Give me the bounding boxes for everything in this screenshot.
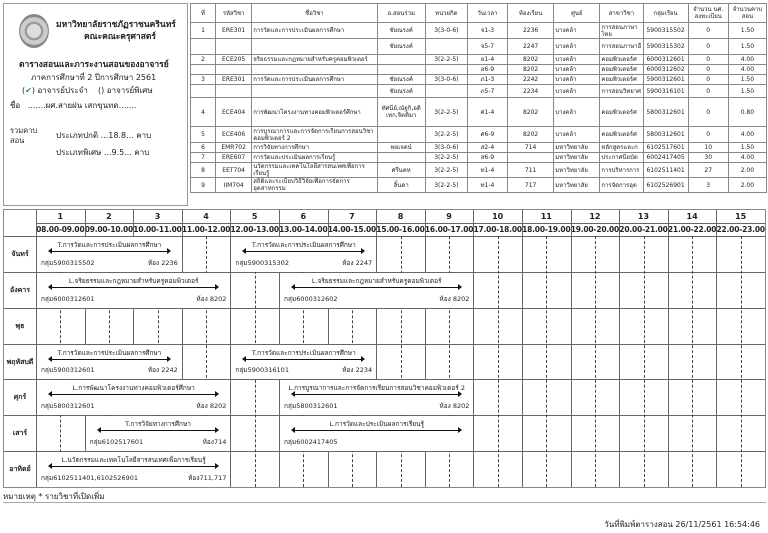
day-label: พุธ bbox=[15, 321, 25, 330]
time-span-arrow bbox=[51, 287, 216, 288]
course-row bbox=[191, 153, 767, 163]
class-room: ห้อง 2242 bbox=[147, 366, 178, 375]
course-credit bbox=[425, 39, 467, 55]
course-periods: 2.00 bbox=[728, 178, 766, 193]
course-code: EET704 bbox=[216, 163, 252, 178]
class-block bbox=[280, 416, 473, 451]
period-number: 14 bbox=[686, 212, 698, 221]
half-hour-line bbox=[546, 236, 547, 487]
course-no bbox=[191, 65, 216, 75]
course-group: 6000312602 bbox=[643, 65, 688, 75]
column-header: จำนวน นศ. ลงทะเบียน bbox=[688, 4, 728, 23]
course-periods: 1.50 bbox=[728, 85, 766, 98]
teacher-type: (✔) อาจารย์ประจำ () อาจารย์พิเศษ bbox=[22, 86, 153, 95]
column-header: กลุ่มเรียน bbox=[643, 4, 688, 23]
day-label: เสาร์ bbox=[12, 429, 28, 438]
course-group: 5900315302 bbox=[643, 39, 688, 55]
class-room: ห้อง 8202 bbox=[439, 294, 470, 303]
course-co: พอเจตน์ bbox=[377, 143, 425, 153]
document-title: ตารางสอนและภาระงานสอนของอาจารย์ bbox=[19, 60, 169, 70]
course-credit: 3(2-2-5) bbox=[425, 153, 467, 163]
special-load: ประเภทพิเศษ ...9.5... คาบ bbox=[56, 148, 150, 157]
time-span-arrow bbox=[294, 394, 459, 395]
column-header: จำนวนคาบสอน bbox=[728, 4, 766, 23]
course-code bbox=[216, 85, 252, 98]
course-no: 7 bbox=[191, 153, 216, 163]
day-label: พฤหัสบดี bbox=[6, 357, 34, 366]
course-major: คอมพิวเตอร์ศ bbox=[600, 75, 643, 85]
course-room: 2242 bbox=[508, 75, 554, 85]
period-time: 22.00-23.00 bbox=[716, 225, 765, 234]
course-no: 9 bbox=[191, 178, 216, 193]
course-major: คอมพิวเตอร์ศ bbox=[600, 55, 643, 65]
course-group: 6102526901 bbox=[643, 178, 688, 193]
divider bbox=[3, 502, 766, 503]
course-code: ERE301 bbox=[216, 75, 252, 85]
class-block bbox=[37, 237, 182, 272]
class-block bbox=[231, 237, 376, 272]
course-periods: 0.80 bbox=[728, 98, 766, 127]
course-major: ประกาศนียบัต bbox=[600, 153, 643, 163]
class-group: กลุ่ม6002417405 bbox=[284, 438, 338, 447]
course-center: มหาวิทยาลัย bbox=[554, 153, 600, 163]
course-major: หลักสูตรและก bbox=[600, 143, 643, 153]
course-center: มหาวิทยาลัย bbox=[554, 143, 600, 153]
class-room: ห้อง714 bbox=[202, 438, 227, 447]
grid-line bbox=[473, 210, 474, 487]
course-room bbox=[508, 153, 554, 163]
course-credit: 3(3-0-6) bbox=[425, 23, 467, 39]
period-number: 4 bbox=[203, 212, 209, 221]
period-time: 13.00-14.00 bbox=[279, 225, 328, 234]
course-name: การวิจัยทางการศึกษา bbox=[252, 143, 377, 153]
course-major: การสอนภาษาไทย bbox=[600, 23, 643, 39]
class-title: L.การบูรณาการและการจัดการเรียนการสอนวิชาคอมพิวเตอร์ 2 bbox=[288, 384, 465, 393]
period-time: 15.00-16.00 bbox=[376, 225, 425, 234]
course-code: ECE404 bbox=[216, 98, 252, 127]
type-special-label: () อาจารย์พิเศษ bbox=[97, 86, 153, 95]
column-header: ชื่อวิชา bbox=[252, 4, 377, 23]
course-periods: 1.50 bbox=[728, 75, 766, 85]
course-students: 27 bbox=[688, 163, 728, 178]
time-span-arrow bbox=[51, 251, 168, 252]
half-hour-line bbox=[595, 236, 596, 487]
class-room: ห้อง 2247 bbox=[342, 258, 373, 267]
class-title: T.การวัดและการประเมินผลการศึกษา bbox=[251, 241, 356, 249]
period-time: 20.00-21.00 bbox=[619, 225, 668, 234]
day-label: อาทิตย์ bbox=[9, 465, 31, 474]
course-major: การสอนวิทยาศ bbox=[600, 85, 643, 98]
grid-line bbox=[36, 223, 765, 224]
course-row bbox=[191, 55, 767, 65]
class-title: L.จริยธรรมและกฎหมายสำหรับครูคอมพิวเตอร์ bbox=[311, 276, 442, 285]
class-room: ห้อง 8202 bbox=[439, 402, 470, 411]
course-time: ศ6-9 bbox=[467, 127, 507, 143]
course-no: 8 bbox=[191, 163, 216, 178]
teacher-name-row bbox=[10, 99, 136, 112]
course-no: 4 bbox=[191, 98, 216, 127]
check-icon: ✔ bbox=[25, 86, 32, 95]
column-header: ที่ bbox=[191, 4, 216, 23]
class-group: กลุ่ม5800312601 bbox=[284, 402, 338, 411]
class-block bbox=[37, 452, 230, 487]
class-group: กลุ่ม5800312601 bbox=[41, 402, 95, 411]
course-center: บางคล้า bbox=[554, 23, 600, 39]
course-co: ชัยณรงค์ bbox=[377, 23, 425, 39]
course-students: 0 bbox=[688, 75, 728, 85]
class-title: T.การวัดและการประเมินผลการศึกษา bbox=[251, 348, 356, 357]
course-co bbox=[377, 65, 425, 75]
course-row bbox=[191, 23, 767, 39]
column-header: ศูนย์ bbox=[554, 4, 600, 23]
column-header: วันเวลา bbox=[467, 4, 507, 23]
period-number: 15 bbox=[735, 212, 747, 221]
course-row bbox=[191, 85, 767, 98]
class-block bbox=[37, 273, 230, 308]
course-code: IIM704 bbox=[216, 178, 252, 193]
course-credit: 3(3-0-6) bbox=[425, 75, 467, 85]
period-number: 12 bbox=[589, 212, 601, 221]
course-name: การวัดและประเมินผลการเรียนรู้ bbox=[252, 153, 377, 163]
course-name: จริยธรรมและกฎหมายสำหรับครูคอมพิวเตอร์ bbox=[252, 55, 377, 65]
grid-line bbox=[522, 210, 523, 487]
course-periods: 4.00 bbox=[728, 65, 766, 75]
sum-label: รวมคาบสอน bbox=[10, 126, 38, 145]
grid-line bbox=[668, 210, 669, 487]
course-time: ส6-9 bbox=[467, 153, 507, 163]
period-number: 1 bbox=[57, 212, 64, 221]
course-co bbox=[377, 153, 425, 163]
class-group: กลุ่ม5900312601 bbox=[41, 366, 95, 375]
course-table bbox=[190, 3, 767, 193]
course-center: บางคล้า bbox=[554, 127, 600, 143]
course-credit: 3(3-0-6) bbox=[425, 143, 467, 153]
course-name: การวัดและการประเมินผลการศึกษา bbox=[252, 23, 377, 39]
half-hour-line bbox=[498, 236, 499, 487]
day-label: อังคาร bbox=[10, 285, 30, 294]
class-block bbox=[86, 416, 231, 451]
course-students: 3 bbox=[688, 178, 728, 193]
course-periods: 4.00 bbox=[728, 127, 766, 143]
class-title: L.จริยธรรมและกฎหมายสำหรับครูคอมพิวเตอร์ bbox=[68, 276, 199, 285]
class-room: ห้อง 2234 bbox=[342, 366, 373, 375]
footnote: หมายเหตุ * รายวิชาที่เปิดเพิ่ม bbox=[3, 492, 105, 501]
period-number: 5 bbox=[251, 212, 258, 221]
course-room: 8202 bbox=[508, 98, 554, 127]
course-periods: 2.00 bbox=[728, 163, 766, 178]
course-room: 714 bbox=[508, 143, 554, 153]
course-major: คอมพิวเตอร์ศ bbox=[600, 127, 643, 143]
course-row bbox=[191, 178, 767, 193]
course-group: 5900312601 bbox=[643, 75, 688, 85]
class-block bbox=[280, 380, 473, 415]
course-credit: 3(2-2-5) bbox=[425, 178, 467, 193]
course-room: 2247 bbox=[508, 39, 554, 55]
course-name: การวัดและการประเมินผลการศึกษา bbox=[252, 75, 377, 85]
class-group: กลุ่ม6000312602 bbox=[284, 294, 338, 303]
faculty-name: คณะคณะครุศาสตร์ bbox=[84, 32, 156, 42]
course-row bbox=[191, 75, 767, 85]
course-no: 2 bbox=[191, 55, 216, 65]
teacher-info-panel bbox=[3, 3, 188, 206]
time-span-arrow bbox=[100, 430, 217, 431]
print-date: วันที่พิมพ์ตารางสอน 26/11/2561 16:54:46 bbox=[604, 520, 760, 529]
course-room: 8202 bbox=[508, 55, 554, 65]
course-name: การบูรณาการและการจัดการเรียนการสอนวิชาคอมพิวเตอร์ 2 bbox=[252, 127, 377, 143]
weekly-schedule-grid bbox=[3, 209, 766, 488]
period-time: 10.00-11.00 bbox=[133, 225, 182, 234]
class-title: L.การพัฒนาโครงงานทางคอมพิวเตอร์ศึกษา bbox=[72, 384, 195, 393]
course-center: บางคล้า bbox=[554, 75, 600, 85]
course-periods: 4.00 bbox=[728, 153, 766, 163]
time-span-arrow bbox=[294, 430, 459, 431]
course-students: 0 bbox=[688, 55, 728, 65]
course-co: ชัยณรงค์ bbox=[377, 75, 425, 85]
course-name bbox=[252, 39, 377, 55]
name-label: ชื่อ bbox=[10, 101, 21, 110]
course-group: 5900316101 bbox=[643, 85, 688, 98]
period-number: 2 bbox=[106, 212, 112, 221]
course-co: ลิ้นดา bbox=[377, 178, 425, 193]
course-row bbox=[191, 163, 767, 178]
course-center: บางคล้า bbox=[554, 85, 600, 98]
course-row bbox=[191, 39, 767, 55]
course-no: 6 bbox=[191, 143, 216, 153]
period-time: 12.00-13.00 bbox=[230, 225, 279, 234]
course-room: 711 bbox=[508, 163, 554, 178]
column-header: รหัสวิชา bbox=[216, 4, 252, 23]
column-header: สาขาวิชา bbox=[600, 4, 643, 23]
class-title: L.การวัดและประเมินผลการเรียนรู้ bbox=[329, 420, 425, 429]
course-time: จ1-3 bbox=[467, 23, 507, 39]
course-time: ภ1-3 bbox=[467, 75, 507, 85]
course-code bbox=[216, 39, 252, 55]
period-time: 19.00-20.00 bbox=[570, 225, 620, 234]
course-group: 5800312601 bbox=[643, 127, 688, 143]
course-major: การสอนภาษาอี bbox=[600, 39, 643, 55]
course-center: บางคล้า bbox=[554, 98, 600, 127]
period-number: 13 bbox=[637, 212, 650, 221]
type-regular-label: อาจารย์ประจำ bbox=[37, 86, 88, 95]
time-span-arrow bbox=[51, 466, 216, 467]
course-name: สถิติและระเบียบวิธีวิจัยเพื่อการจัดการอุตสาหกรรม bbox=[252, 178, 377, 193]
column-header: หน่วยกิต bbox=[425, 4, 467, 23]
period-number: 10 bbox=[492, 212, 504, 221]
course-center: บางคล้า bbox=[554, 65, 600, 75]
university-name: มหาวิทยาลัยราชภัฏราชนครินทร์ bbox=[56, 20, 176, 30]
course-room: 8202 bbox=[508, 127, 554, 143]
course-major: การจัดการอุต bbox=[600, 178, 643, 193]
course-students: 0 bbox=[688, 23, 728, 39]
course-time: อ1-4 bbox=[467, 55, 507, 65]
course-center: บางคล้า bbox=[554, 39, 600, 55]
period-time: 17.00-18.00 bbox=[473, 225, 522, 234]
course-row bbox=[191, 143, 767, 153]
course-credit: 3(2-2-5) bbox=[425, 127, 467, 143]
course-students: 0 bbox=[688, 85, 728, 98]
course-co: ทัศนีย์,ณัฐกิ,อติเทก,จิตติมา bbox=[377, 98, 425, 127]
course-students: 0 bbox=[688, 65, 728, 75]
period-time: 16.00-17.00 bbox=[424, 225, 474, 234]
grid-line bbox=[716, 210, 717, 487]
course-group: 6102511401 bbox=[643, 163, 688, 178]
course-co bbox=[377, 127, 425, 143]
course-time: ภ5-7 bbox=[467, 85, 507, 98]
course-no bbox=[191, 39, 216, 55]
period-number: 8 bbox=[397, 212, 404, 221]
course-row bbox=[191, 98, 767, 127]
class-title: L.นวัตกรรมและเทคโนโลยีสารสนเทศเพื่อการเรียนรู้ bbox=[61, 456, 206, 465]
course-periods: 4.00 bbox=[728, 55, 766, 65]
course-code: ECE406 bbox=[216, 127, 252, 143]
course-name bbox=[252, 85, 377, 98]
period-time: 21.00-22.00 bbox=[667, 225, 717, 234]
time-span-arrow bbox=[245, 359, 362, 360]
class-title: T.การวัดและการประเมินผลการศึกษา bbox=[57, 348, 162, 357]
course-room: 717 bbox=[508, 178, 554, 193]
course-room: 8202 bbox=[508, 65, 554, 75]
course-center: มหาวิทยาลัย bbox=[554, 178, 600, 193]
course-room: 2236 bbox=[508, 23, 554, 39]
course-time: ส2-4 bbox=[467, 143, 507, 153]
course-name: นวัตกรรมและเทคโนโลยีสารสนเทศเพื่อการเรียนรู้ bbox=[252, 163, 377, 178]
course-students: 30 bbox=[688, 153, 728, 163]
period-number: 7 bbox=[349, 212, 355, 221]
day-label: ศุกร์ bbox=[13, 393, 27, 402]
half-hour-line bbox=[644, 236, 645, 487]
time-span-arrow bbox=[294, 287, 459, 288]
course-name bbox=[252, 65, 377, 75]
course-group: 6002417405 bbox=[643, 153, 688, 163]
time-span-arrow bbox=[245, 251, 362, 252]
half-hour-line bbox=[741, 236, 742, 487]
period-time: 18.00-19.00 bbox=[522, 225, 571, 234]
period-number: 6 bbox=[300, 212, 307, 221]
period-number: 11 bbox=[540, 212, 552, 221]
course-major: คอมพิวเตอร์ศ bbox=[600, 98, 643, 127]
course-code: EMR702 bbox=[216, 143, 252, 153]
course-major: การบริหารการ bbox=[600, 163, 643, 178]
course-periods: 1.50 bbox=[728, 143, 766, 153]
period-time: 14.00-15.00 bbox=[327, 225, 377, 234]
period-number: 3 bbox=[154, 212, 161, 221]
course-co: ชัยณรงค์ bbox=[377, 39, 425, 55]
time-span-arrow bbox=[51, 394, 216, 395]
course-name: การพัฒนาโครงงานทางคอมพิวเตอร์ศึกษา bbox=[252, 98, 377, 127]
course-no: 3 bbox=[191, 75, 216, 85]
course-group: 6000312601 bbox=[643, 55, 688, 65]
course-no: 1 bbox=[191, 23, 216, 39]
day-label: จันทร์ bbox=[11, 249, 29, 258]
period-number: 9 bbox=[446, 212, 452, 221]
class-title: T.การวิจัยทางการศึกษา bbox=[125, 420, 191, 429]
column-header: ห้องเรียน bbox=[508, 4, 554, 23]
course-center: มหาวิทยาลัย bbox=[554, 163, 600, 178]
time-span-arrow bbox=[51, 359, 168, 360]
class-room: ห้อง 8202 bbox=[196, 402, 227, 411]
class-group: กลุ่ม6000312601 bbox=[41, 294, 95, 303]
course-time: จ5-7 bbox=[467, 39, 507, 55]
course-group: 5900315502 bbox=[643, 23, 688, 39]
course-co: ชัยณรงค์ bbox=[377, 85, 425, 98]
grid-line bbox=[4, 308, 765, 309]
period-time: 11.00-12.00 bbox=[181, 225, 231, 234]
grid-line bbox=[619, 210, 620, 487]
course-periods: 1.50 bbox=[728, 39, 766, 55]
class-block bbox=[280, 273, 473, 308]
grid-line bbox=[571, 210, 572, 487]
course-code: ERE301 bbox=[216, 23, 252, 39]
class-group: กลุ่ม5900315302 bbox=[235, 258, 289, 267]
course-time: ท1-4 bbox=[467, 178, 507, 193]
course-table-header bbox=[191, 4, 767, 23]
course-credit bbox=[425, 65, 467, 75]
class-room: ห้อง711,717 bbox=[188, 473, 227, 482]
university-logo bbox=[19, 14, 49, 48]
period-time: 09.00-10.00 bbox=[84, 225, 134, 234]
course-students: 0 bbox=[688, 98, 728, 127]
course-group: 5800312601 bbox=[643, 98, 688, 127]
teacher-name: .......ผศ.สายฝน เสกขุนทด....... bbox=[27, 101, 137, 110]
course-code: ERE607 bbox=[216, 153, 252, 163]
course-code: ECE205 bbox=[216, 55, 252, 65]
class-room: ห้อง 8202 bbox=[196, 294, 227, 303]
course-students: 0 bbox=[688, 39, 728, 55]
course-row bbox=[191, 65, 767, 75]
course-time: อ6-9 bbox=[467, 65, 507, 75]
course-credit: 3(2-2-5) bbox=[425, 163, 467, 178]
course-credit bbox=[425, 85, 467, 98]
class-block bbox=[37, 345, 182, 380]
semester-label: ภาคการศึกษาที่ 2 ปีการศึกษา 2561 bbox=[31, 73, 157, 82]
class-group: กลุ่ม5900315502 bbox=[41, 258, 95, 267]
half-hour-line bbox=[692, 236, 693, 487]
course-students: 10 bbox=[688, 143, 728, 153]
course-students: 0 bbox=[688, 127, 728, 143]
regular-load: ประเภทปกติ ...18.8... คาบ bbox=[56, 131, 152, 140]
course-code bbox=[216, 65, 252, 75]
course-room: 2234 bbox=[508, 85, 554, 98]
course-center: บางคล้า bbox=[554, 55, 600, 65]
class-group: กลุ่ม6102511401,6102526901 bbox=[41, 473, 138, 482]
class-title: T.การวัดและการประเมินผลการศึกษา bbox=[57, 241, 162, 249]
course-credit: 3(2-2-5) bbox=[425, 98, 467, 127]
class-block bbox=[37, 380, 230, 415]
period-time: 08.00-09.00 bbox=[36, 225, 85, 234]
course-periods: 1.50 bbox=[728, 23, 766, 39]
course-no: 5 bbox=[191, 127, 216, 143]
course-time: ศ1-4 bbox=[467, 98, 507, 127]
class-room: ห้อง 2236 bbox=[147, 258, 178, 267]
class-group: กลุ่ม5900316101 bbox=[235, 366, 289, 375]
course-time: ท1-4 bbox=[467, 163, 507, 178]
course-co: ศรีนคห bbox=[377, 163, 425, 178]
class-group: กลุ่ม6102517601 bbox=[89, 438, 144, 447]
course-row bbox=[191, 127, 767, 143]
course-no bbox=[191, 85, 216, 98]
class-block bbox=[231, 345, 376, 380]
course-credit: 3(2-2-5) bbox=[425, 55, 467, 65]
column-header: อ.สอนร่วม bbox=[377, 4, 425, 23]
course-major: คอมพิวเตอร์ศ bbox=[600, 65, 643, 75]
course-group: 6102517601 bbox=[643, 143, 688, 153]
course-co bbox=[377, 55, 425, 65]
